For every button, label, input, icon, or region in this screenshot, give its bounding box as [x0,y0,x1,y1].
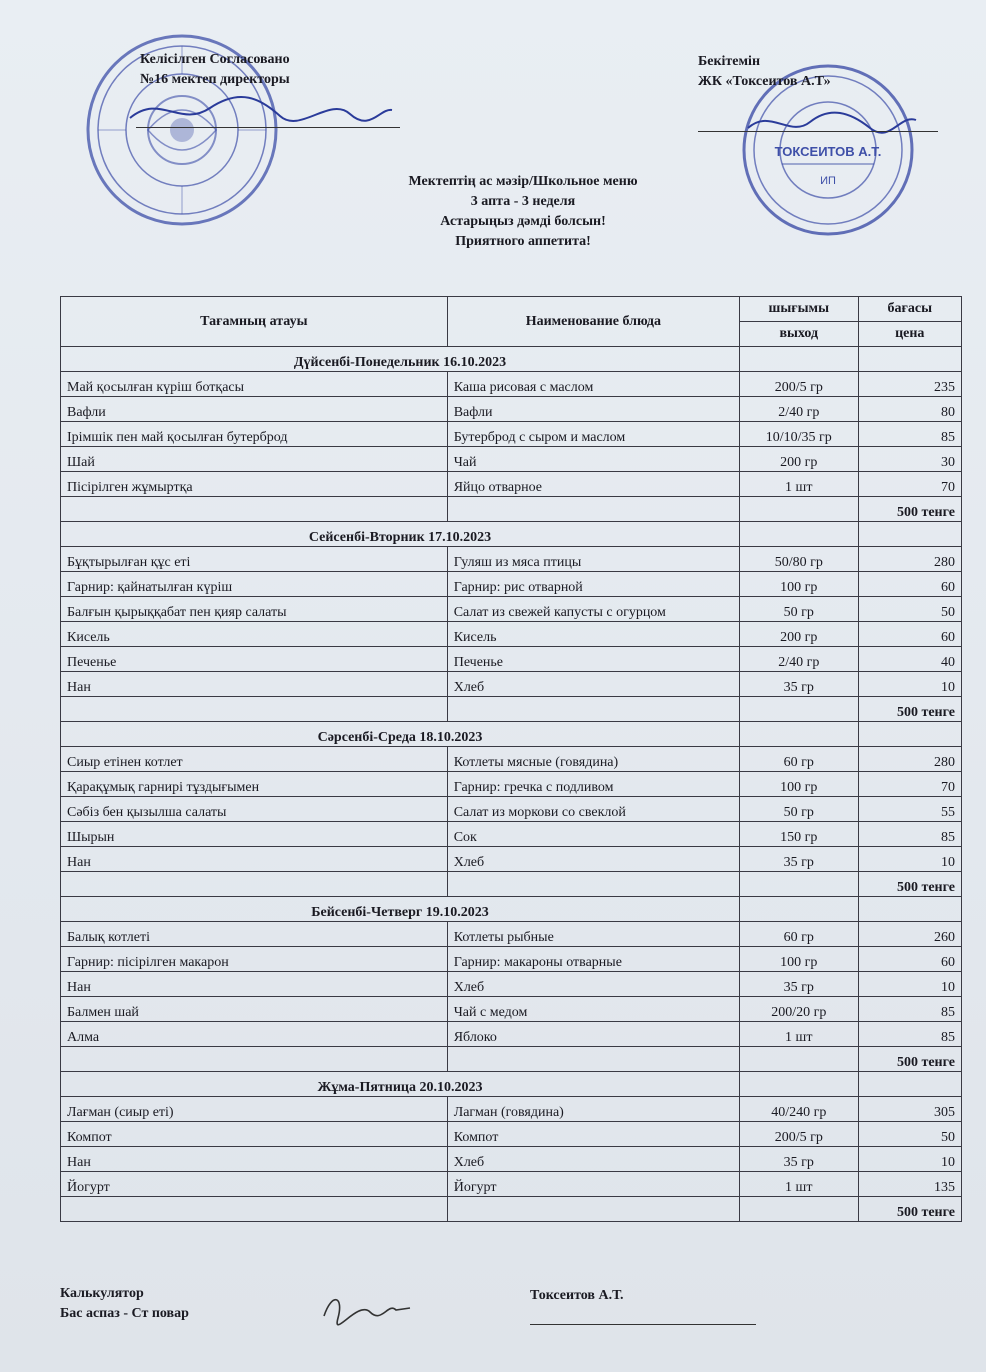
dish-name-ru: Яблоко [447,1022,739,1047]
day-total-row [61,697,962,722]
dish-name-kz: Ірімшік пен май қосылған бутерброд [61,422,448,447]
empty-cell [740,872,859,897]
empty-cell [61,697,448,722]
day-total-row [61,872,962,897]
table-row [61,572,962,597]
approved-org: ЖК «Токсеитов А.Т» [698,74,831,89]
dish-output: 35 гр [740,672,859,697]
dish-output: 2/40 гр [740,397,859,422]
dish-name-kz: Сәбіз бен қызылша салаты [61,797,448,822]
footer-signer: Токсеитов А.Т. [530,1288,624,1303]
dish-name-ru: Гарнир: макароны отварные [447,947,739,972]
approved-title: Бекітемін [698,54,761,69]
dish-output: 2/40 гр [740,647,859,672]
dish-name-kz: Бұқтырылған құс еті [61,547,448,572]
empty-cell [858,347,961,372]
dish-name-ru: Гарнир: гречка с подливом [447,772,739,797]
dish-price: 280 [858,747,961,772]
dish-name-kz: Сиыр етінен котлет [61,747,448,772]
empty-cell [858,1072,961,1097]
dish-name-ru: Вафли [447,397,739,422]
empty-cell [740,1072,859,1097]
empty-cell [61,497,448,522]
dish-output: 200 гр [740,622,859,647]
day-label: Бейсенбі-Четверг 19.10.2023 [61,897,740,922]
day-header-row [61,522,962,547]
stamp-name-text: ТОКСЕИТОВ А.Т. [774,144,882,159]
dish-name-kz: Лағман (сиыр еті) [61,1097,448,1122]
day-total-row [61,1047,962,1072]
column-header-name-ru: Наименование блюда [447,297,739,347]
dish-price: 280 [858,547,961,572]
day-total: 500 тенге [858,872,961,897]
empty-cell [858,722,961,747]
dish-name-kz: Йогурт [61,1172,448,1197]
table-row [61,997,962,1022]
dish-output: 100 гр [740,572,859,597]
menu-greeting-kz: Астарыңыз дәмді болсын! [440,214,606,229]
table-row [61,472,962,497]
empty-cell [858,522,961,547]
footer-left [60,1284,189,1324]
dish-name-ru: Компот [447,1122,739,1147]
dish-price: 10 [858,972,961,997]
stamp-ip-text: ИП [820,175,836,187]
table-row [61,672,962,697]
day-header-row [61,897,962,922]
dish-name-ru: Хлеб [447,1147,739,1172]
table-row [61,447,962,472]
dish-output: 1 шт [740,472,859,497]
dish-name-kz: Май қосылған күріш ботқасы [61,372,448,397]
dish-price: 60 [858,947,961,972]
empty-cell [61,872,448,897]
day-label: Сәрсенбі-Среда 18.10.2023 [61,722,740,747]
dish-name-ru: Гуляш из мяса птицы [447,547,739,572]
day-label: Жұма-Пятница 20.10.2023 [61,1072,740,1097]
dish-output: 50 гр [740,597,859,622]
approved-block [698,52,831,92]
dish-price: 50 [858,1122,961,1147]
dish-price: 50 [858,597,961,622]
dish-name-kz: Балық котлеті [61,922,448,947]
column-header-price-ru: цена [858,322,961,347]
dish-price: 30 [858,447,961,472]
day-header-row [61,1072,962,1097]
dish-name-ru: Хлеб [447,672,739,697]
dish-price: 10 [858,1147,961,1172]
dish-output: 200 гр [740,447,859,472]
dish-name-ru: Сок [447,822,739,847]
empty-cell [447,497,739,522]
dish-output: 100 гр [740,947,859,972]
menu-title: Мектептің ас мәзір/Школьное меню [408,174,638,189]
signature-line-footer [530,1324,756,1325]
menu-title-block [300,172,746,252]
empty-cell [61,1047,448,1072]
dish-name-ru: Хлеб [447,972,739,997]
dish-name-ru: Яйцо отварное [447,472,739,497]
dish-price: 70 [858,472,961,497]
dish-name-kz: Нан [61,972,448,997]
empty-cell [447,697,739,722]
day-header-row [61,347,962,372]
empty-cell [740,1047,859,1072]
table-row [61,1022,962,1047]
dish-price: 10 [858,672,961,697]
table-row [61,597,962,622]
dish-name-ru: Салат из моркови со свеклой [447,797,739,822]
table-row [61,822,962,847]
dish-output: 60 гр [740,922,859,947]
dish-output: 200/20 гр [740,997,859,1022]
table-header-row [61,297,962,322]
dish-price: 135 [858,1172,961,1197]
dish-name-kz: Печенье [61,647,448,672]
empty-cell [740,897,859,922]
dish-name-kz: Балмен шай [61,997,448,1022]
dish-output: 35 гр [740,847,859,872]
dish-name-kz: Шай [61,447,448,472]
dish-output: 200/5 гр [740,372,859,397]
dish-name-ru: Котлеты рыбные [447,922,739,947]
table-row [61,647,962,672]
table-row [61,947,962,972]
table-row [61,847,962,872]
dish-name-kz: Нан [61,672,448,697]
column-header-output-ru: выход [740,322,859,347]
table-row [61,1097,962,1122]
dish-name-ru: Чай [447,447,739,472]
table-row [61,547,962,572]
signature-line-left [136,127,400,128]
day-label: Дүйсенбі-Понедельник 16.10.2023 [61,347,740,372]
dish-price: 55 [858,797,961,822]
menu-week: 3 апта - 3 неделя [470,194,576,209]
dish-output: 100 гр [740,772,859,797]
dish-output: 50/80 гр [740,547,859,572]
dish-price: 305 [858,1097,961,1122]
dish-price: 85 [858,422,961,447]
empty-cell [61,1197,448,1222]
agreed-position: №16 мектеп директоры [140,72,290,87]
dish-name-ru: Бутерброд с сыром и маслом [447,422,739,447]
dish-name-kz: Шырын [61,822,448,847]
empty-cell [740,1197,859,1222]
day-total: 500 тенге [858,1197,961,1222]
table-row [61,622,962,647]
dish-name-kz: Гарнир: пісірілген макарон [61,947,448,972]
empty-cell [740,697,859,722]
empty-cell [447,872,739,897]
empty-cell [740,522,859,547]
dish-price: 80 [858,397,961,422]
day-total-row [61,497,962,522]
dish-name-kz: Қарақұмық гарнирі тұздығымен [61,772,448,797]
day-total-row [61,1197,962,1222]
table-row [61,922,962,947]
empty-cell [740,347,859,372]
dish-output: 60 гр [740,747,859,772]
dish-name-ru: Чай с медом [447,997,739,1022]
day-label: Сейсенбі-Вторник 17.10.2023 [61,522,740,547]
table-row [61,972,962,997]
dish-name-ru: Печенье [447,647,739,672]
dish-name-ru: Лагман (говядина) [447,1097,739,1122]
dish-price: 60 [858,572,961,597]
dish-price: 235 [858,372,961,397]
director-signature [120,88,400,138]
dish-price: 260 [858,922,961,947]
day-total: 500 тенге [858,697,961,722]
dish-name-ru: Гарнир: рис отварной [447,572,739,597]
table-row [61,747,962,772]
table-row [61,797,962,822]
dish-name-ru: Каша рисовая с маслом [447,372,739,397]
dish-output: 35 гр [740,1147,859,1172]
signature-line-right [698,131,938,132]
dish-name-kz: Вафли [61,397,448,422]
dish-output: 1 шт [740,1022,859,1047]
menu-greeting-ru: Приятного аппетита! [455,234,591,249]
dish-output: 200/5 гр [740,1122,859,1147]
table-row [61,1172,962,1197]
dish-price: 10 [858,847,961,872]
dish-name-kz: Кисель [61,622,448,647]
dish-name-kz: Алма [61,1022,448,1047]
dish-name-kz: Гарнир: қайнатылған күріш [61,572,448,597]
calculator-signature [318,1288,418,1328]
dish-price: 70 [858,772,961,797]
dish-price: 85 [858,822,961,847]
footer-chef: Бас аспаз - Ст повар [60,1306,189,1321]
footer-calculator: Калькулятор [60,1286,144,1301]
agreed-block [140,50,290,90]
dish-name-ru: Котлеты мясные (говядина) [447,747,739,772]
column-header-price-kz: бағасы [858,297,961,322]
table-row [61,1147,962,1172]
day-header-row [61,722,962,747]
dish-name-ru: Йогурт [447,1172,739,1197]
dish-name-ru: Кисель [447,622,739,647]
empty-cell [447,1197,739,1222]
dish-price: 40 [858,647,961,672]
dish-output: 10/10/35 гр [740,422,859,447]
day-total: 500 тенге [858,497,961,522]
dish-name-kz: Нан [61,847,448,872]
empty-cell [447,1047,739,1072]
dish-output: 40/240 гр [740,1097,859,1122]
dish-price: 60 [858,622,961,647]
dish-price: 85 [858,1022,961,1047]
table-row [61,397,962,422]
agreed-title: Келісілген Согласовано [140,52,290,67]
approver-signature [740,104,920,144]
menu-table [60,296,962,1222]
empty-cell [740,497,859,522]
dish-name-ru: Салат из свежей капусты с огурцом [447,597,739,622]
dish-output: 35 гр [740,972,859,997]
dish-name-kz: Пісірілген жұмыртқа [61,472,448,497]
table-row [61,772,962,797]
dish-output: 150 гр [740,822,859,847]
table-row [61,1122,962,1147]
column-header-name-kz: Тағамның атауы [61,297,448,347]
dish-name-kz: Балғын қырыққабат пен қияр салаты [61,597,448,622]
dish-output: 50 гр [740,797,859,822]
dish-price: 85 [858,997,961,1022]
table-row [61,422,962,447]
day-total: 500 тенге [858,1047,961,1072]
table-row [61,372,962,397]
dish-name-ru: Хлеб [447,847,739,872]
dish-name-kz: Компот [61,1122,448,1147]
empty-cell [858,897,961,922]
dish-name-kz: Нан [61,1147,448,1172]
column-header-output-kz: шығымы [740,297,859,322]
dish-output: 1 шт [740,1172,859,1197]
empty-cell [740,722,859,747]
